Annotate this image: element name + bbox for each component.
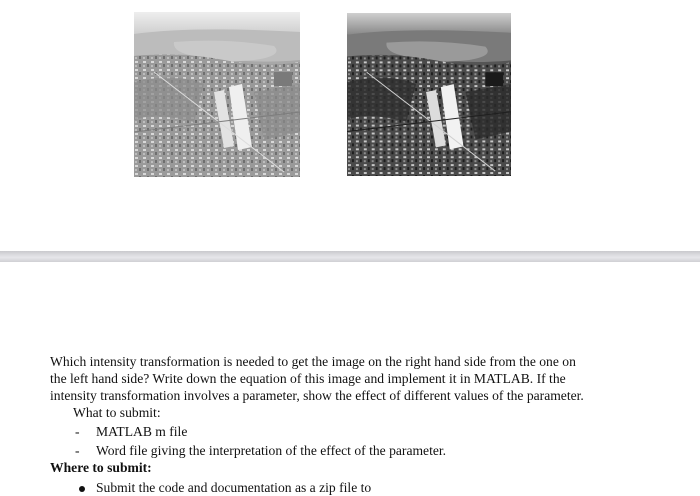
where-to-submit-heading: Where to submit: — [50, 460, 152, 475]
left-aerial-image — [134, 12, 300, 177]
right-aerial-image — [347, 13, 511, 176]
page-separator — [0, 251, 700, 262]
document-page-bottom — [0, 262, 700, 495]
question-line-1: Which intensity transformation is needed to get the image on the right hand side from the one on — [50, 354, 576, 369]
question-line-2: the left hand side? Write down the equation of this image and implement it in MATLAB. If the — [50, 371, 566, 386]
submit-item-matlab: MATLAB m file — [96, 424, 188, 439]
list-dash: - — [75, 443, 80, 458]
question-line-3: intensity transformation involves a parameter, show the effect of different values of the parameter. — [50, 388, 584, 403]
list-dash: - — [75, 424, 80, 439]
what-to-submit-heading: What to submit: — [73, 405, 161, 420]
submit-item-word: Word file giving the interpretation of the effect of the parameter. — [96, 443, 447, 458]
where-item-zip: Submit the code and documentation as a zip file to — [96, 480, 372, 495]
bullet-icon — [79, 486, 85, 492]
